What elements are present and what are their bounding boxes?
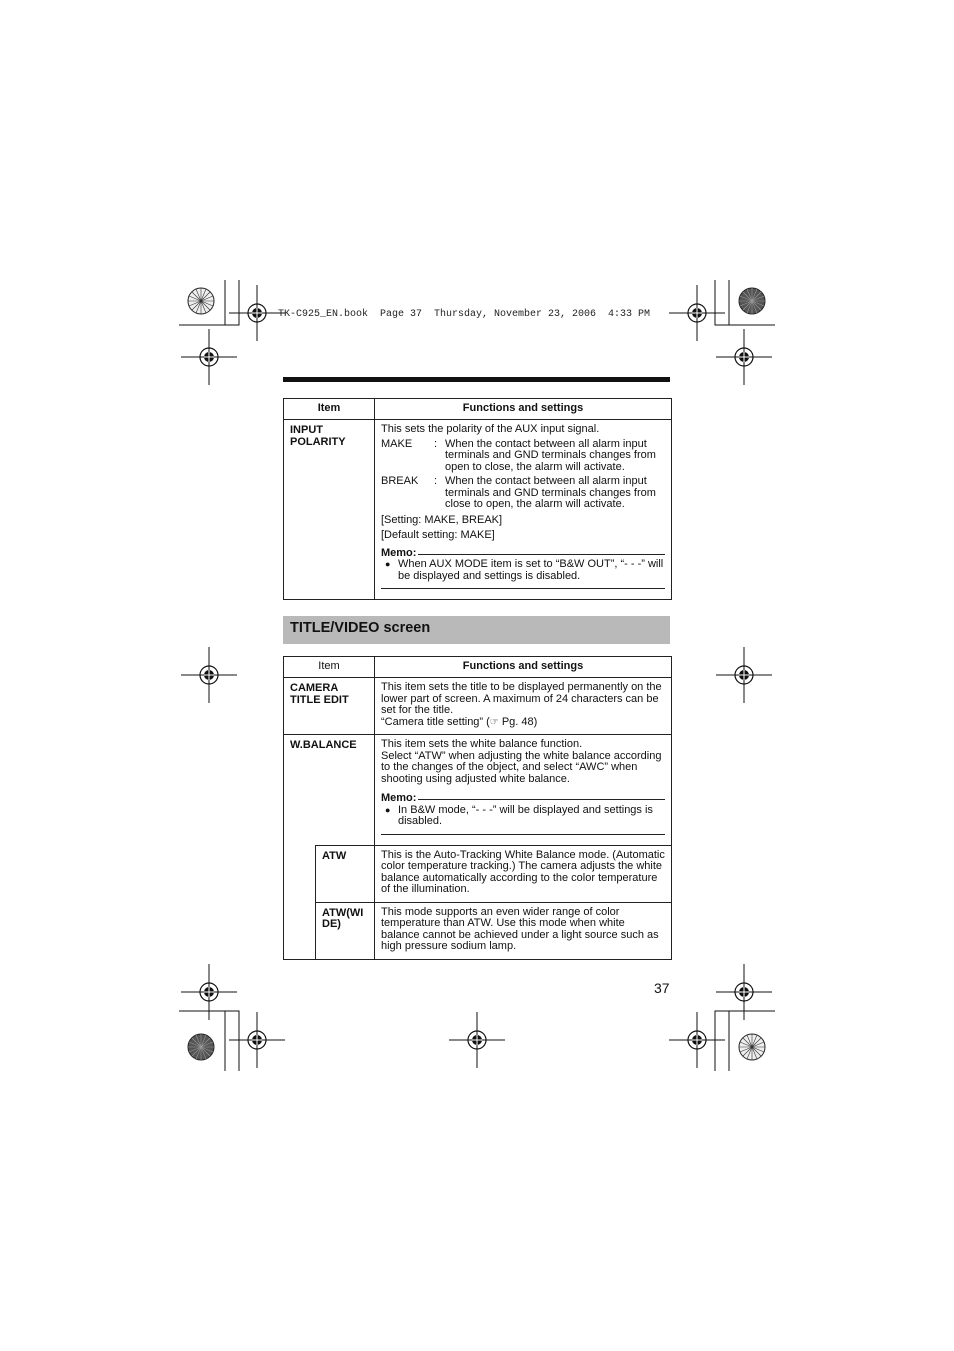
item-label-line1: INPUT	[290, 424, 323, 436]
atw-item	[316, 845, 375, 902]
camera-title-edit-functions	[375, 678, 672, 735]
input-polarity-table	[283, 398, 672, 600]
make-desc: When the contact between all alarm input terminals and GND terminals changes from open to close, the alarm will activate.	[445, 437, 656, 473]
wbalance-item	[284, 735, 375, 846]
memo-label: Memo:	[381, 546, 417, 559]
atw-wide-item	[316, 902, 375, 959]
make-definition: MAKE : When the contact between all alarm input terminals and GND terminals changes from open to close, the alarm will activate.	[381, 439, 665, 474]
atw-wide-desc: This mode supports an even wider range of color temperature than ATW. Use this mode when white balance cannot be achieved under a light source such as high pressure sodium lamp.	[381, 905, 659, 952]
wbalance-functions	[375, 735, 672, 846]
default-setting: [Default setting: MAKE]	[381, 529, 495, 541]
wbalance-memo-box	[381, 793, 665, 835]
atw-label: ATW	[322, 849, 347, 862]
wbalance-memo-label: Memo:	[381, 792, 417, 804]
pointing-hand-icon: ☞	[489, 716, 499, 728]
break-desc: When the contact between all alarm input terminals and GND terminals changes from close to open, the alarm will activate.	[445, 475, 656, 510]
camera-title-line1: CAMERA	[290, 682, 339, 694]
section-heading-bar	[283, 616, 670, 644]
bullet-dot-icon: ●	[385, 559, 391, 569]
atw-wide-line1: ATW(WI	[322, 906, 364, 919]
memo-box	[381, 548, 665, 590]
break-definition: BREAK : When the contact between all alarm input terminals and GND terminals changes from close to open, the alarm will activate.	[381, 476, 665, 511]
wbalance-desc1: This item sets the white balance function.	[381, 738, 583, 750]
setting-values: [Setting: MAKE, BREAK]	[381, 513, 503, 526]
page-number: 37	[654, 980, 670, 996]
bullet-dot-icon: ●	[385, 804, 391, 815]
atw-functions	[375, 845, 672, 902]
table1-col-func: Functions and settings	[375, 399, 672, 420]
memo-text: When AUX MODE item is set to “B&W OUT”, “- - -” will be displayed and settings is disabled.	[398, 558, 664, 582]
wbalance-label: W.BALANCE	[290, 739, 357, 751]
atw-wide-functions	[375, 902, 672, 959]
table1-col-item: Item	[284, 399, 375, 420]
table2-col-item: Item	[284, 657, 375, 678]
item-label-line2: POLARITY	[290, 435, 346, 448]
wbalance-memo-text: In B&W mode, “- - -” will be displayed and settings is disabled.	[398, 803, 653, 827]
break-term: BREAK	[381, 475, 419, 487]
top-rule-bar	[283, 377, 670, 382]
make-term: MAKE	[381, 437, 413, 450]
camera-title-edit-item	[284, 678, 375, 735]
table2-col-func: Functions and settings	[375, 657, 672, 678]
input-polarity-intro: This sets the polarity of the AUX input signal.	[381, 423, 600, 435]
wbalance-desc2: Select “ATW” when adjusting the white balance according to the changes of the object, and select “AWC” when shooting using adjusted white balance.	[381, 749, 662, 785]
print-header-file-info: TK-C925_EN.book Page 37 Thursday, November 23, 2006 4:33 PM	[278, 309, 651, 320]
camera-title-line2: TITLE EDIT	[290, 693, 349, 706]
atw-wide-line2: DE)	[322, 918, 341, 930]
input-polarity-item	[284, 420, 375, 600]
reference-suffix: Pg. 48)	[498, 715, 538, 728]
atw-desc: This is the Auto-Tracking White Balance mode. (Automatic color temperature tracking.) The camera adjusts the white balance automatically according to the color temperature of the illumination.	[381, 848, 665, 895]
camera-title-reference	[381, 717, 665, 729]
section-title: TITLE/VIDEO screen	[290, 620, 431, 636]
camera-title-desc: This item sets the title to be displayed permanently on the lower part of screen. A maximum of 24 characters can be set for the title.	[381, 681, 662, 716]
wbalance-indent-cell	[284, 845, 316, 959]
reference-prefix: “Camera title setting” (	[381, 715, 490, 728]
input-polarity-functions	[375, 420, 672, 600]
title-video-table	[283, 656, 672, 960]
